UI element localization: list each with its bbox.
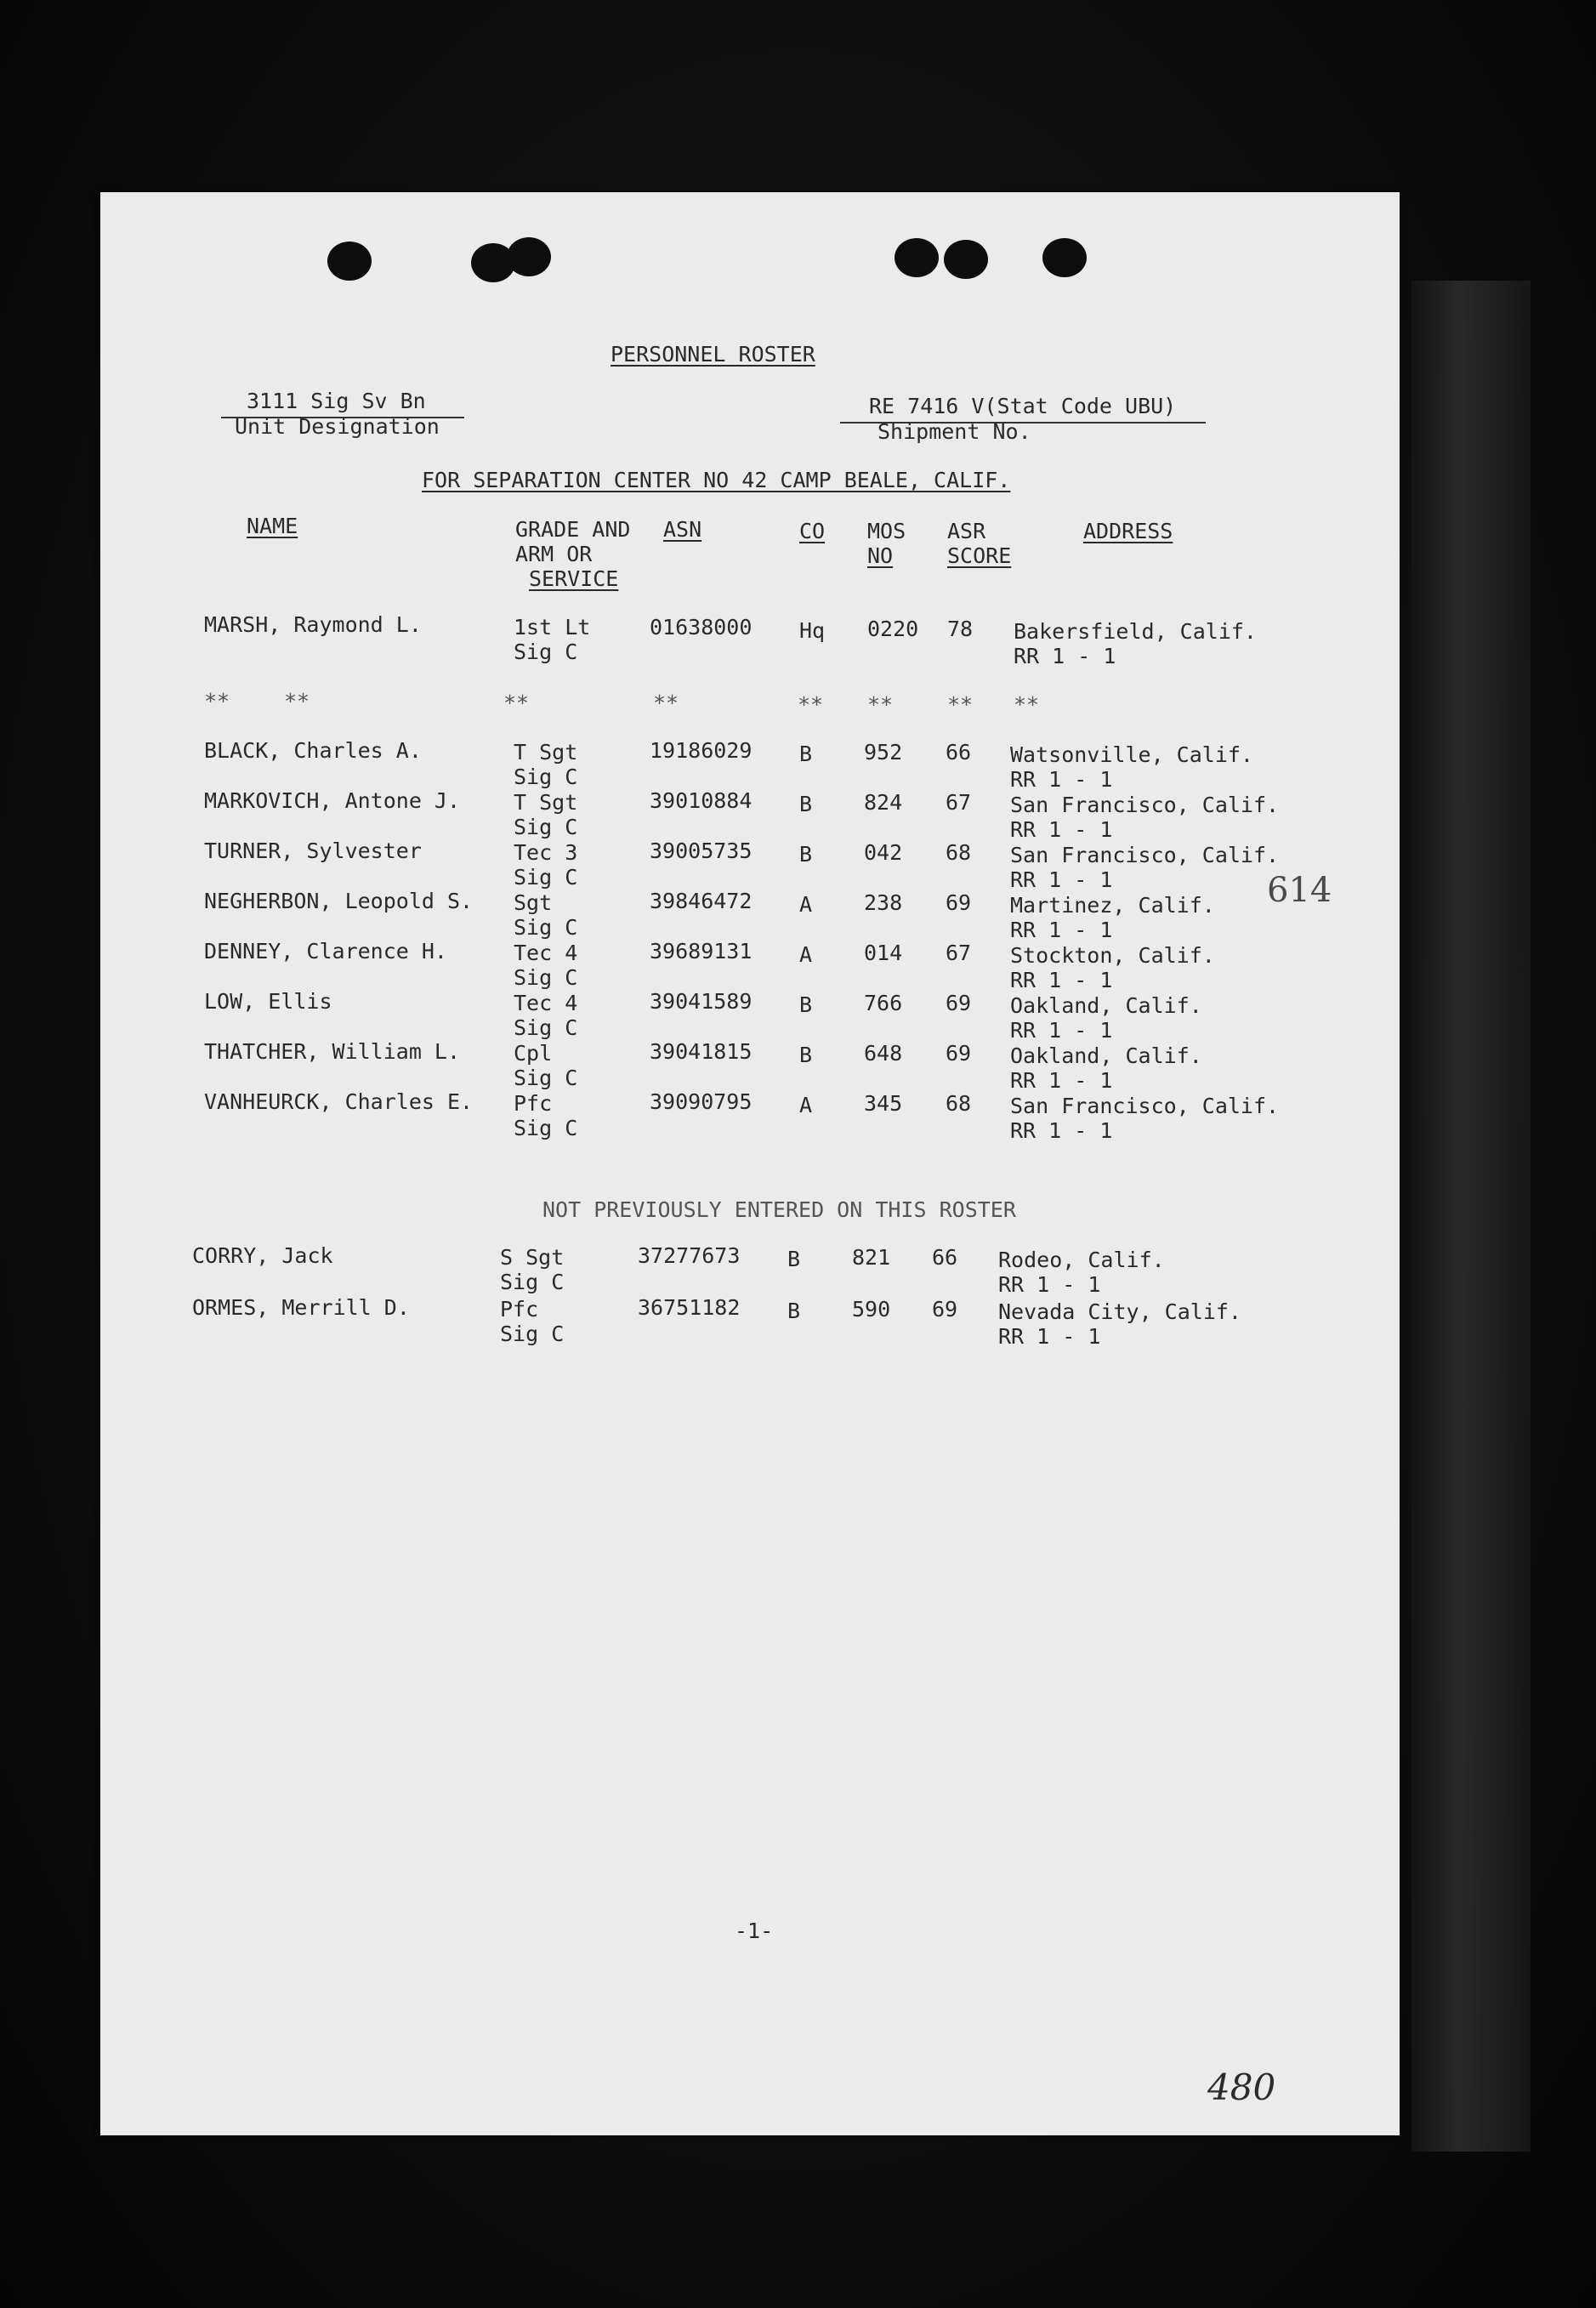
row-grade: Pfc [500, 1297, 539, 1322]
col-header-asn: ASN [663, 517, 702, 542]
row-name: LOW, Ellis [204, 989, 332, 1014]
not-previously-entered-heading: NOT PREVIOUSLY ENTERED ON THIS ROSTER [542, 1197, 1016, 1222]
col-header-grade-2: ARM OR [515, 542, 593, 566]
row-asr: 68 [946, 840, 972, 865]
row-grade: Tec 4 [514, 991, 578, 1015]
col-header-mos-1: MOS [867, 519, 906, 543]
row-asr: 67 [946, 941, 972, 965]
row-arm: Sig C [514, 915, 578, 940]
row-grade: S Sgt [500, 1245, 565, 1270]
row-asr: 69 [946, 991, 972, 1015]
row-name: BLACK, Charles A. [204, 738, 422, 763]
unit-designation-value: 3111 Sig Sv Bn [247, 389, 426, 413]
row-arm: Sig C [514, 1015, 578, 1040]
row-arm: Sig C [500, 1270, 565, 1294]
col-header-co: CO [799, 519, 826, 543]
punch-hole [895, 238, 939, 277]
row-arm: Sig C [514, 1116, 578, 1140]
row-asn: 37277673 [638, 1243, 741, 1268]
row-asn: 36751182 [638, 1295, 741, 1320]
row-asn: 39090795 [650, 1089, 753, 1114]
row-mos: 042 [864, 840, 903, 865]
row-name: MARKOVICH, Antone J. [204, 788, 461, 813]
row-rr: RR 1 - 1 [1010, 1018, 1113, 1043]
row-arm: Sig C [514, 1066, 578, 1090]
row-arm: Sig C [514, 815, 578, 839]
row-arm: Sig C [500, 1322, 565, 1346]
row-co: A [799, 1093, 813, 1117]
row-mos: 824 [864, 790, 903, 815]
unit-designation-label: Unit Designation [235, 414, 440, 439]
roster-page [100, 192, 1400, 2135]
row-asn: 01638000 [650, 615, 753, 640]
row-rr: RR 1 - 1 [1010, 1068, 1113, 1093]
row-co: B [799, 792, 813, 816]
row-address: Rodeo, Calif. [998, 1248, 1165, 1272]
row-mos: 0220 [867, 617, 919, 641]
row-mos: 952 [864, 740, 903, 765]
col-header-asr-1: ASR [947, 519, 986, 543]
row-asn: 39846472 [650, 889, 753, 913]
row-name: NEGHERBON, Leopold S. [204, 889, 474, 913]
col-header-asr-2: SCORE [947, 543, 1012, 568]
row-address: San Francisco, Calif. [1010, 1094, 1280, 1118]
row-asr: 66 [932, 1245, 958, 1270]
row-asn: 19186029 [650, 738, 753, 763]
row-rr: RR 1 - 1 [1010, 817, 1113, 842]
row-arm: Sig C [514, 765, 578, 789]
row-name: ORMES, Merrill D. [192, 1295, 410, 1320]
row-name: VANHEURCK, Charles E. [204, 1089, 474, 1114]
row-asr: 68 [946, 1091, 972, 1116]
row-name: THATCHER, William L. [204, 1039, 461, 1064]
handwritten-number: 480 [1207, 2066, 1276, 2108]
separator-mark: ** [284, 689, 310, 713]
separator-mark: ** [653, 691, 679, 715]
separator-mark: ** [798, 692, 824, 717]
row-address: Stockton, Calif. [1010, 943, 1215, 968]
row-asn: 39041589 [650, 989, 753, 1014]
row-arm: Sig C [514, 640, 578, 664]
row-grade: Cpl [514, 1041, 553, 1066]
row-asn: 39689131 [650, 939, 753, 964]
row-address: San Francisco, Calif. [1010, 793, 1280, 817]
row-asn: 39005735 [650, 838, 753, 863]
shipment-number-label: Shipment No. [878, 419, 1031, 444]
row-co: B [799, 1043, 813, 1067]
row-grade: Tec 3 [514, 840, 578, 865]
row-address: Oakland, Calif. [1010, 1043, 1202, 1068]
separator-mark: ** [503, 691, 530, 715]
punch-hole [1042, 238, 1087, 277]
row-grade: Pfc [514, 1091, 553, 1116]
row-name: MARSH, Raymond L. [204, 612, 422, 637]
row-grade: Tec 4 [514, 941, 578, 965]
separation-center-heading: FOR SEPARATION CENTER NO 42 CAMP BEALE, CALIF. [422, 468, 1011, 492]
row-co: B [787, 1247, 801, 1271]
row-grade: Sgt [514, 890, 553, 915]
col-header-grade-1: GRADE AND [515, 517, 631, 542]
row-co: A [799, 942, 813, 967]
row-asr: 78 [947, 617, 974, 641]
row-grade: 1st Lt [514, 615, 591, 640]
row-rr: RR 1 - 1 [1010, 1118, 1113, 1143]
shipment-number-value: RE 7416 V(Stat Code UBU) [869, 394, 1177, 418]
punch-hole [327, 242, 372, 281]
row-address: Bakersfield, Calif. [1014, 619, 1257, 644]
row-rr: RR 1 - 1 [998, 1272, 1101, 1297]
col-header-grade-3: SERVICE [529, 566, 619, 591]
row-grade: T Sgt [514, 740, 578, 765]
row-mos: 648 [864, 1041, 903, 1066]
row-address: San Francisco, Calif. [1010, 843, 1280, 867]
row-asr: 69 [946, 890, 972, 915]
row-co: B [799, 742, 813, 766]
row-address: Oakland, Calif. [1010, 993, 1202, 1018]
separator-mark: ** [867, 692, 894, 717]
row-co: B [787, 1299, 801, 1323]
row-co: B [799, 842, 813, 867]
separator-mark: ** [947, 692, 974, 717]
row-asr: 69 [946, 1041, 972, 1066]
row-arm: Sig C [514, 865, 578, 890]
row-address: Martinez, Calif. [1010, 893, 1215, 918]
col-header-mos-2: NO [867, 543, 894, 568]
roster-title: PERSONNEL ROSTER [611, 342, 815, 367]
separator-mark: ** [1014, 692, 1040, 717]
row-mos: 345 [864, 1091, 903, 1116]
page-number: -1- [735, 1919, 774, 1943]
scan-edge-shadow [1411, 281, 1531, 2152]
row-mos: 766 [864, 991, 903, 1015]
col-header-address: ADDRESS [1083, 519, 1173, 543]
row-name: CORRY, Jack [192, 1243, 333, 1268]
row-asr: 69 [932, 1297, 958, 1322]
row-arm: Sig C [514, 965, 578, 990]
row-grade: T Sgt [514, 790, 578, 815]
row-rr: RR 1 - 1 [1010, 867, 1113, 892]
row-mos: 014 [864, 941, 903, 965]
row-name: TURNER, Sylvester [204, 838, 422, 863]
row-address: Nevada City, Calif. [998, 1299, 1241, 1324]
punch-hole [944, 240, 988, 279]
row-co: A [799, 892, 813, 917]
row-co: B [799, 992, 813, 1017]
row-asr: 67 [946, 790, 972, 815]
col-header-name: NAME [247, 514, 298, 538]
row-mos: 821 [852, 1245, 891, 1270]
row-rr: RR 1 - 1 [1014, 644, 1116, 668]
row-rr: RR 1 - 1 [998, 1324, 1101, 1349]
row-mos: 590 [852, 1297, 891, 1322]
row-name: DENNEY, Clarence H. [204, 939, 447, 964]
row-rr: RR 1 - 1 [1010, 918, 1113, 942]
row-asn: 39010884 [650, 788, 753, 813]
row-asr: 66 [946, 740, 972, 765]
row-mos: 238 [864, 890, 903, 915]
punch-hole [507, 237, 551, 276]
row-rr: RR 1 - 1 [1010, 767, 1113, 792]
row-asn: 39041815 [650, 1039, 753, 1064]
row-co: Hq [799, 618, 826, 643]
row-address: Watsonville, Calif. [1010, 742, 1253, 767]
stamped-number: 614 [1267, 871, 1332, 910]
row-rr: RR 1 - 1 [1010, 968, 1113, 992]
separator-mark: ** [204, 689, 230, 713]
